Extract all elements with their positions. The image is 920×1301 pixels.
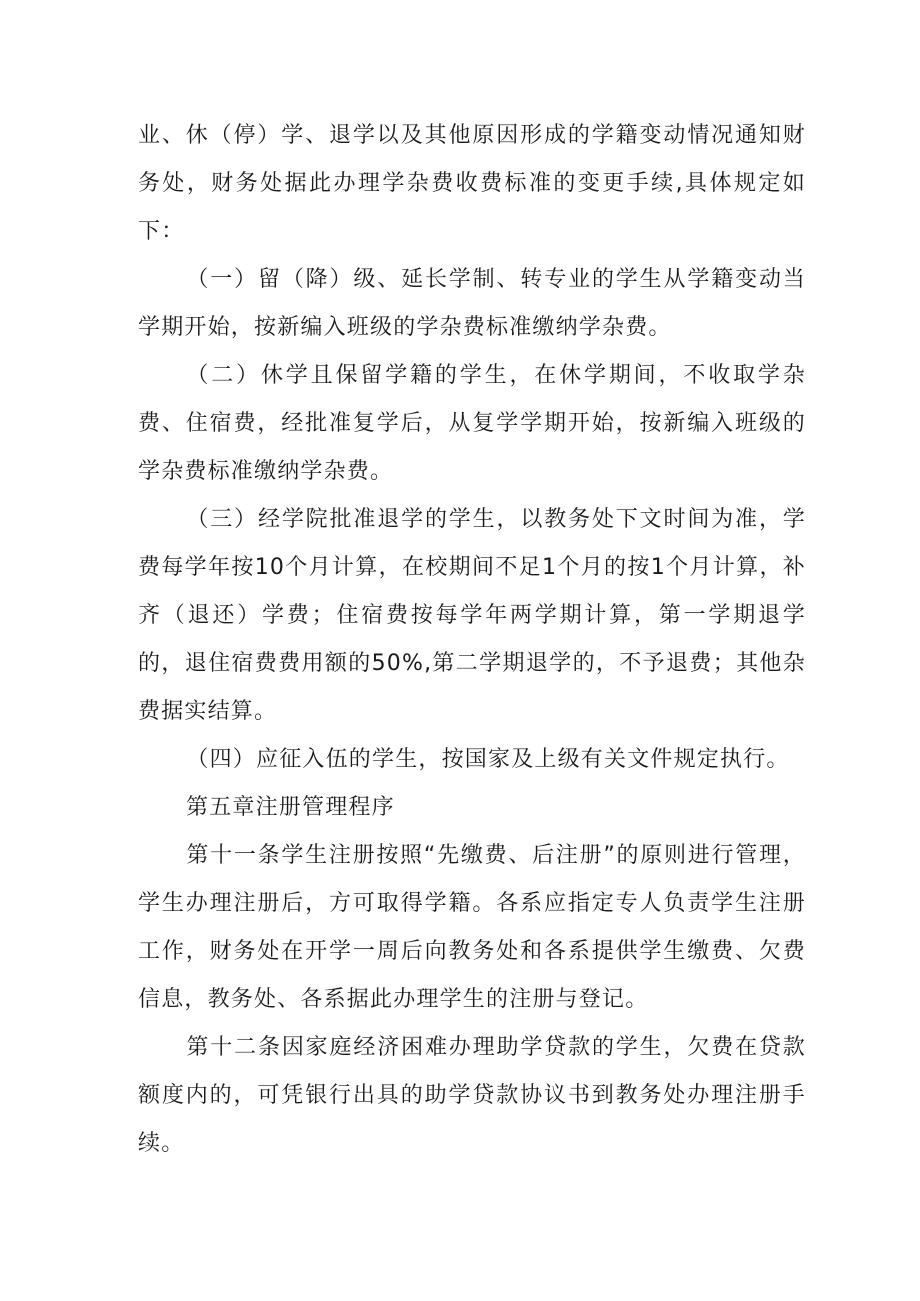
paragraph-continuation: 业、休（停）学、退学以及其他原因形成的学籍变动情况通知财务处，财务处据此办理学杂费收费标准的变更手续,具体规定如下： [138, 123, 806, 244]
document-body [138, 112, 806, 1168]
paragraph-item-4: （四）应征入伍的学生，按国家及上级有关文件规定执行。 [186, 747, 790, 772]
paragraph-article-11: 第十一条学生注册按照“先缴费、后注册”的原则进行管理，学生办理注册后，方可取得学籍。各系应指定专人负责学生注册工作，财务处在开学一周后向教务处和各系提供学生缴费、欠费信息，教务处、各系据此办理学生的注册与登记。 [138, 843, 806, 1012]
paragraph-article-12: 第十二条因家庭经济困难办理助学贷款的学生，欠费在贷款额度内的，可凭银行出具的助学贷款协议书到教务处办理注册手续。 [138, 1035, 806, 1156]
paragraph-item-1: （一）留（降）级、延长学制、转专业的学生从学籍变动当学期开始，按新编入班级的学杂费标准缴纳学杂费。 [138, 267, 806, 340]
paragraph-item-3: （三）经学院批准退学的学生，以教务处下文时间为准，学费每学年按10个月计算，在校期间不足1个月的按1个月计算，补齐（退还）学费；住宿费按每学年两学期计算，第一学期退学的，退住宿费费用额的50%,第二学期退学的，不予退费；其他杂费据实结算。 [138, 507, 806, 724]
chapter-heading: 第五章注册管理程序 [186, 795, 395, 820]
paragraph-item-2: （二）休学且保留学籍的学生，在休学期间，不收取学杂费、住宿费，经批准复学后，从复学学期开始，按新编入班级的学杂费标准缴纳学杂费。 [138, 363, 806, 484]
